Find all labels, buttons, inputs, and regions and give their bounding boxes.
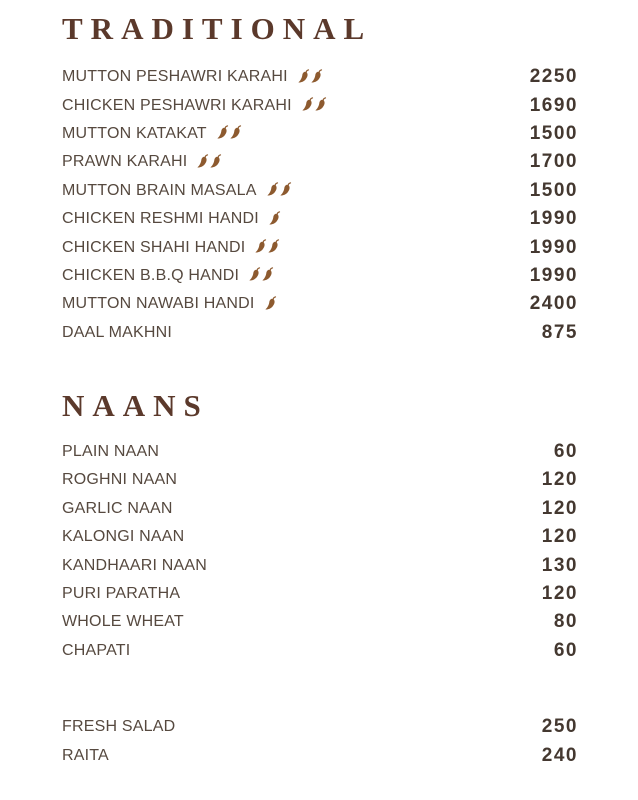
section-items	[62, 438, 578, 665]
chili-icon	[259, 267, 274, 282]
menu-item-name: MUTTON PESHAWRI KARAHI	[62, 68, 288, 86]
menu-item-name-wrap	[62, 239, 278, 257]
menu-item-name: KANDHAARI NAAN	[62, 556, 208, 574]
chili-icon	[207, 154, 222, 169]
menu-item-name: CHICKEN B.B.Q HANDI	[62, 266, 240, 284]
menu-item-name-wrap	[62, 500, 173, 518]
section-title: TRADITIONAL	[62, 11, 373, 46]
menu-item-name-wrap	[62, 718, 175, 736]
menu-item-price: 130	[541, 554, 578, 576]
menu-item-row	[62, 637, 578, 665]
menu-item-row	[62, 91, 578, 119]
menu-item-name: MUTTON BRAIN MASALA	[62, 181, 257, 199]
menu-item-name-wrap	[62, 642, 130, 660]
section-items	[62, 63, 578, 347]
menu-item-price: 120	[541, 583, 578, 605]
menu-item-row	[62, 233, 578, 261]
spice-level	[262, 296, 275, 311]
menu-item-price: 120	[541, 497, 578, 519]
menu-item-name-wrap	[62, 613, 184, 631]
chili-icon	[266, 211, 281, 226]
menu-item-price: 60	[553, 639, 578, 661]
menu-item-name: CHICKEN RESHMI HANDI	[62, 210, 259, 228]
section-title: NAANS	[62, 387, 209, 423]
menu-item-name-wrap	[62, 125, 240, 143]
menu-item-name: PLAIN NAAN	[62, 443, 160, 461]
menu-item-name-wrap	[62, 182, 290, 200]
chili-icon	[277, 182, 292, 197]
menu-item-price: 80	[553, 611, 578, 633]
menu-item-name-wrap	[62, 68, 321, 86]
menu-item-row	[62, 438, 578, 466]
menu-item-row	[62, 495, 578, 523]
menu-item-name-wrap	[62, 443, 159, 461]
menu-item-price: 120	[541, 526, 578, 548]
menu-item-name: RAITA	[62, 746, 109, 764]
menu-item-name: ROGHNI NAAN	[62, 471, 178, 489]
menu-item-price: 1500	[529, 122, 578, 144]
menu-item-row	[62, 148, 578, 176]
menu-section	[62, 389, 578, 665]
menu-item-name: CHICKEN PESHAWRI KARAHI	[62, 96, 292, 114]
menu-item-price: 2250	[529, 66, 578, 88]
menu-item-name: KALONGI NAAN	[62, 528, 185, 546]
menu-section	[62, 713, 578, 770]
menu-item-row	[62, 262, 578, 290]
spice-level	[299, 97, 325, 112]
menu-item-row	[62, 551, 578, 579]
spice-level	[295, 69, 321, 84]
menu-item-price: 1990	[529, 208, 578, 230]
spice-level	[246, 267, 272, 282]
menu-item-row	[62, 205, 578, 233]
menu-item-name-wrap	[62, 585, 180, 603]
menu-item-row	[62, 319, 578, 347]
menu-item-row	[62, 580, 578, 608]
menu-item-price: 1690	[529, 94, 578, 116]
menu-item-row	[62, 523, 578, 551]
menu-item-price: 875	[541, 321, 578, 343]
menu-item-name-wrap	[62, 97, 325, 115]
menu-item-name-wrap	[62, 471, 177, 489]
menu-item-row	[62, 290, 578, 318]
menu-item-name: CHICKEN SHAHI HANDI	[62, 238, 246, 256]
menu-item-row	[62, 63, 578, 91]
chili-icon	[262, 296, 277, 311]
menu-item-name: MUTTON KATAKAT	[62, 124, 207, 142]
menu-item-row	[62, 741, 578, 769]
menu-item-price: 240	[541, 744, 578, 766]
menu-item-row	[62, 177, 578, 205]
menu-item-name-wrap	[62, 153, 220, 171]
menu-item-name: WHOLE WHEAT	[62, 613, 184, 631]
menu-item-price: 1500	[529, 179, 578, 201]
menu-item-name-wrap	[62, 210, 279, 228]
menu-section	[62, 12, 578, 347]
menu-item-name: MUTTON NAWABI HANDI	[62, 295, 255, 313]
menu-item-price: 1700	[529, 151, 578, 173]
chili-icon	[308, 69, 323, 84]
spice-level	[252, 239, 278, 254]
spice-level	[194, 154, 220, 169]
menu-item-row	[62, 120, 578, 148]
menu-item-name-wrap	[62, 557, 207, 575]
menu-item-name: PURI PARATHA	[62, 585, 181, 603]
chili-icon	[227, 125, 242, 140]
menu-item-name-wrap	[62, 747, 109, 765]
menu-item-price: 2400	[529, 293, 578, 315]
menu-item-name: PRAWN KARAHI	[62, 153, 188, 171]
menu-item-name: CHAPATI	[62, 641, 131, 659]
menu-item-row	[62, 466, 578, 494]
menu-item-price: 60	[553, 441, 578, 463]
menu-item-name-wrap	[62, 528, 184, 546]
menu-item-name-wrap	[62, 267, 272, 285]
menu-item-name-wrap	[62, 295, 275, 313]
menu-item-price: 250	[541, 716, 578, 738]
section-items	[62, 713, 578, 770]
menu-item-name: DAAL MAKHNI	[62, 323, 173, 341]
menu-item-price: 1990	[529, 264, 578, 286]
chili-icon	[265, 239, 280, 254]
spice-level	[214, 125, 240, 140]
menu-item-row	[62, 713, 578, 741]
spice-level	[266, 211, 279, 226]
chili-icon	[312, 97, 327, 112]
spice-level	[264, 182, 290, 197]
menu-item-name: GARLIC NAAN	[62, 499, 173, 517]
menu-item-row	[62, 608, 578, 636]
menu-item-price: 1990	[529, 236, 578, 258]
menu-item-name: FRESH SALAD	[62, 718, 176, 736]
menu-item-price: 120	[541, 469, 578, 491]
menu-item-name-wrap	[62, 324, 172, 342]
